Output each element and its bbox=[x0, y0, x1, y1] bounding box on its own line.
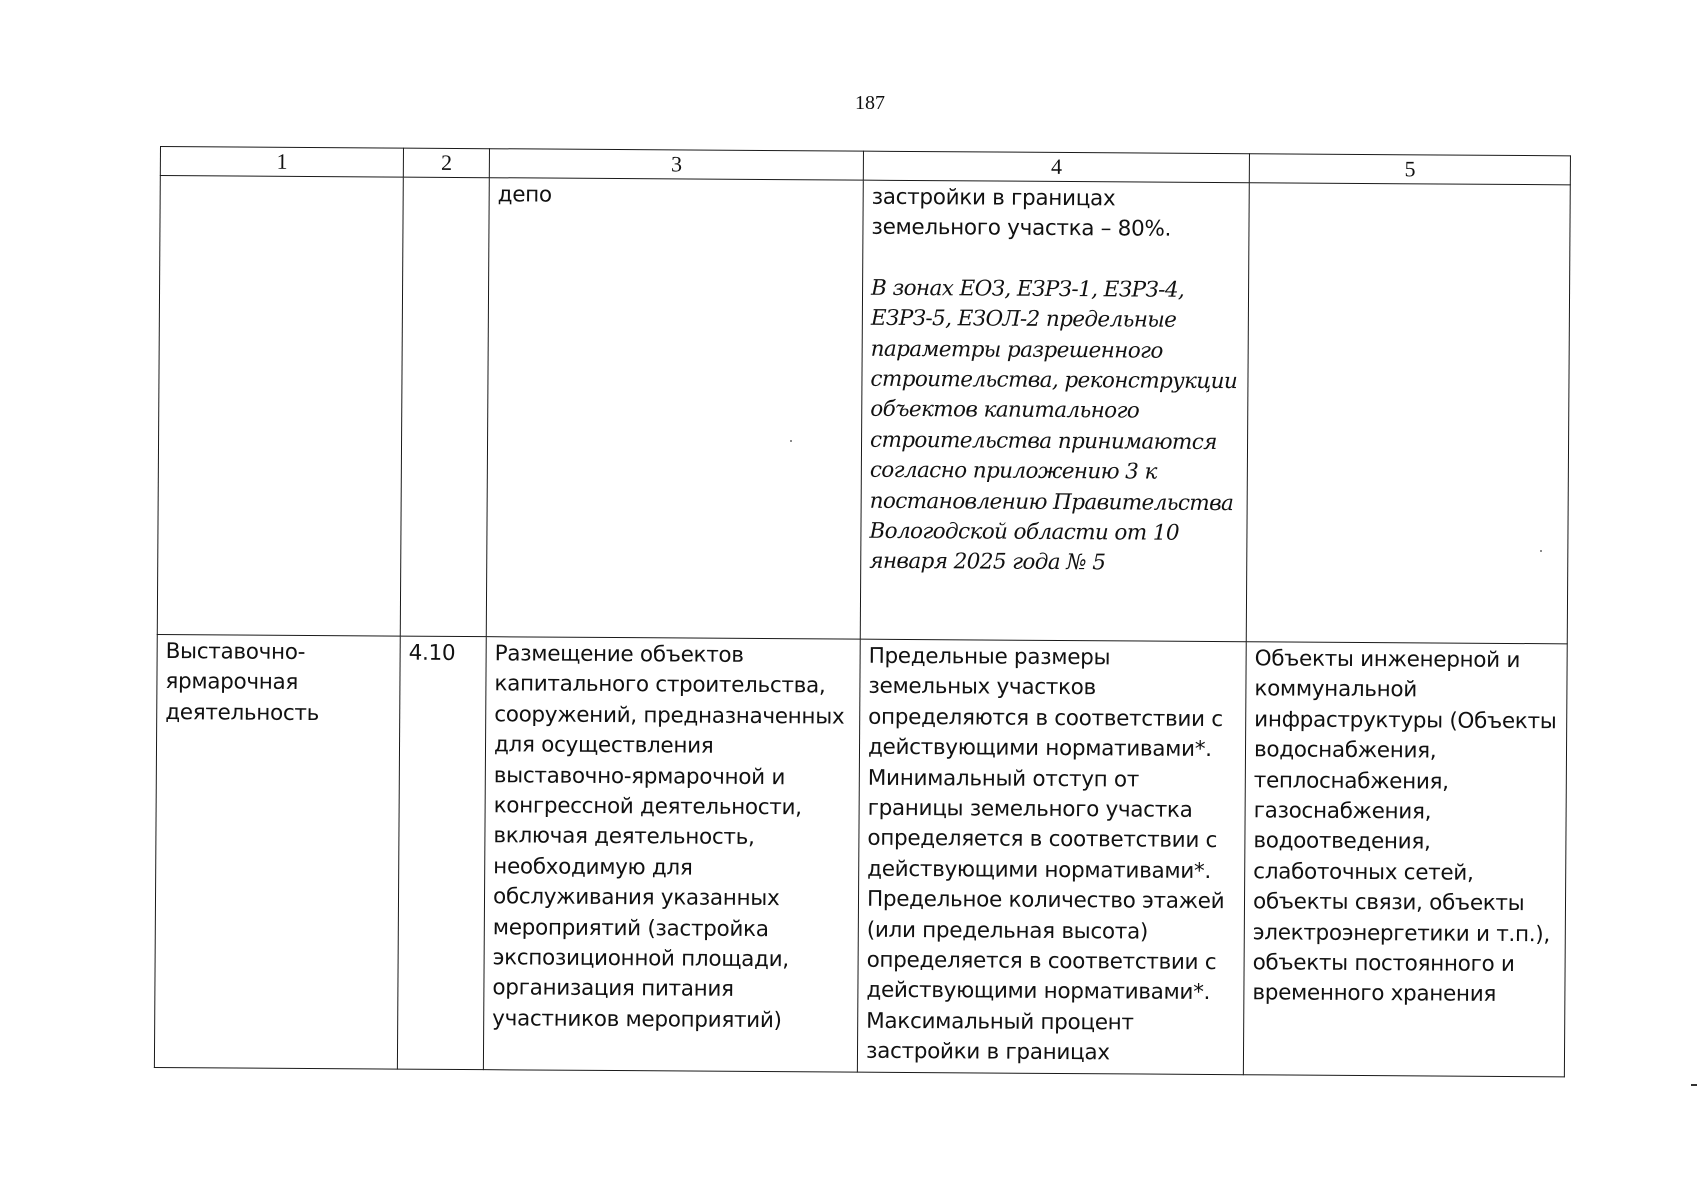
cell-auxiliary-uses bbox=[1246, 183, 1570, 644]
parameters-text: застройки в границах земельного участка – 80%. bbox=[871, 184, 1172, 243]
cell-code bbox=[400, 177, 489, 637]
cell-code: 4.10 bbox=[397, 636, 486, 1070]
cell-auxiliary-uses: Объекты инженерной и коммунальной инфраструктуры (Объекты водоснабжения, теплоснабжения, газоснабжения, водоотведения, слаботочных сетей, объекты связи, объекты электроэнергетики и т.п.), объекты постоянного и временного хранения bbox=[1243, 642, 1567, 1077]
table-row bbox=[157, 176, 1570, 644]
header-col-4: 4 bbox=[863, 151, 1249, 183]
paragraph-gap bbox=[871, 244, 1240, 276]
header-col-3: 3 bbox=[489, 149, 863, 180]
page-number: 187 bbox=[855, 92, 885, 114]
zoning-table-container bbox=[154, 146, 1570, 1077]
cell-description: депо bbox=[486, 178, 863, 639]
header-col-1: 1 bbox=[160, 147, 403, 178]
scan-speck bbox=[1540, 550, 1542, 552]
header-col-5: 5 bbox=[1249, 154, 1570, 185]
zoning-table bbox=[154, 146, 1571, 1077]
cell-land-use-name bbox=[157, 176, 403, 637]
cell-description: Размещение объектов капитального строительства, сооружений, предназначенных для осуществления выставочно-ярмарочной и конгрессной деятельности, включая деятельность, необходимую для обслуживания указанных мероприятий (застройка экспозиционной площади, организация питания участников мероприятий) bbox=[483, 637, 860, 1072]
cell-land-use-name: Выставочно-ярмарочная деятельность bbox=[154, 634, 400, 1069]
scan-speck bbox=[790, 440, 792, 442]
table-row bbox=[154, 634, 1567, 1076]
scan-edge-mark bbox=[1691, 1084, 1697, 1086]
cell-parameters: Предельные размеры земельных участков определяются в соответствии с действующими нормативами*. Минимальный отступ от границы земельного участка определяется в соответствии с действующими нормативами*. Предельное количество этажей (или предельная высота) определяется в соответствии с действующими нормативами*. Максимальный процент застройки в границах bbox=[857, 639, 1246, 1075]
cell-parameters bbox=[860, 180, 1249, 642]
zone-parameters-note: В зонах ЕОЗ, ЕЗРЗ-1, ЕЗРЗ-4, ЕЗРЗ-5, ЕЗОЛ-2 предельные параметры разрешенного строительства, реконструкции объектов капитального строительства принимаются согласно приложению 3 к постановлению Правительства Вологодской области от 10 января 2025 года № 5 bbox=[869, 275, 1238, 576]
header-col-2: 2 bbox=[403, 148, 489, 178]
